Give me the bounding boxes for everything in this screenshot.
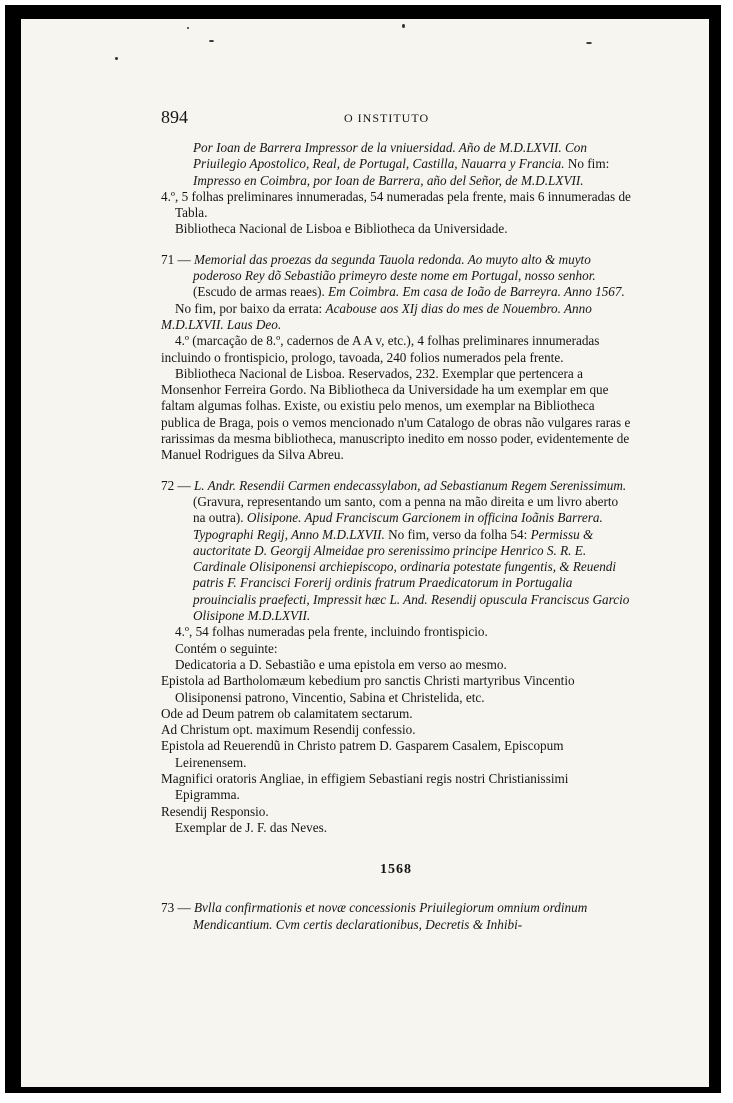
contents-item: Epistola ad Reuerendũ in Christo patrem D. Gasparem Casalem, Episcopum Leirenensem. xyxy=(161,738,564,770)
contents-label: Contém o seguinte: xyxy=(175,640,278,656)
page-number: 894 xyxy=(161,107,188,127)
title-continuation: Por Ioan de Barrera Impressor de la vniuersidad. Año de M.D.LXVII. Con Priuilegio Apostolico, Real, de Portugal, Castilla, Nauarra y Francia. No fim: Impresso en Coimbra, por Ioan de Barrera, año del Señor, de M.D.LXVII. xyxy=(193,140,610,188)
holding-location: Bibliotheca Nacional de Lisboa e Bibliotheca da Universidade. xyxy=(175,221,508,237)
contents-item: Dedicatoria a D. Sebastião e uma epistola em verso ao mesmo. xyxy=(175,656,507,672)
exemplar-note: Exemplar de J. F. das Neves. xyxy=(175,819,328,835)
running-title: O INSTITUTO xyxy=(344,111,430,125)
year-heading: 1568 xyxy=(380,862,412,878)
book-page xyxy=(21,19,709,1087)
ink-speck xyxy=(115,57,118,60)
entry-73 xyxy=(161,900,631,933)
ink-speck xyxy=(187,27,189,29)
page-body xyxy=(161,140,631,933)
physical-description: 4.º, 54 folhas numeradas pela frente, incluindo frontispicio. xyxy=(175,624,488,640)
contents-item: Resendij Responsio. xyxy=(161,803,269,819)
physical-description: 4.º (marcação de 8.º, cadernos de A A v, etc.), 4 folhas preliminares innumeradas incluindo o frontispicio, prologo, tavoada, 240 folios numerados pela frente. xyxy=(161,333,600,365)
errata-note: No fim, por baixo da errata: Acabouse aos XIj dias do mes de Nouembro. Anno M.D.LXVII. Laus Deo. xyxy=(161,300,592,332)
physical-description: 4.º, 5 folhas preliminares innumeradas, 54 numeradas pela frente, mais 6 innumeradas de Tabla. xyxy=(161,188,631,221)
entry-continuation xyxy=(161,140,631,238)
contents-item: Epistola ad Bartholomæum kebedium pro sanctis Christi martyribus Vincentio Olisiponensi patrono, Vincentio, Sabina et Christelida, etc. xyxy=(161,673,575,705)
ink-speck xyxy=(586,42,592,44)
ink-speck xyxy=(402,24,405,28)
entry-72 xyxy=(161,478,631,837)
entry-title: 71 — Memorial das proezas da segunda Tauola redonda. Ao muyto alto & muyto poderoso Rey dõ Sebastião primeyro deste nome em Portugal, nosso senhor. (Escudo de armas reaes). Em Coimbra. Em casa de Ioão de Barreyra. Anno 1567. xyxy=(161,251,625,300)
ink-speck xyxy=(209,40,214,42)
scan-frame xyxy=(5,5,721,1093)
contents-item: Ad Christum opt. maximum Resendij confessio. xyxy=(161,722,416,738)
page-header xyxy=(21,107,709,131)
holding-location: Bibliotheca Nacional de Lisboa. Reservados, 232. Exemplar que pertencera a Monsenhor Ferreira Gordo. Na Bibliotheca da Universidade ha um exemplar em que faltam algumas folhas. Existe, ou existiu pelo menos, um exemplar na Bibliotheca publica de Braga, pois o vemos mencionado n'um Catalogo de obras não vulgares raras e rarissimas da mesma bibliotheca, manuscripto inedito em nosso poder, evidentemente de Manuel Rodrigues da Silva Abreu. xyxy=(161,365,631,463)
entry-71 xyxy=(161,252,631,464)
contents-item: Ode ad Deum patrem ob calamitatem sectarum. xyxy=(161,705,413,721)
entry-title: 72 — L. Andr. Resendii Carmen endecassylabon, ad Sebastianum Regem Serenissimum. (Gravura, representando um santo, com a penna na mão direita e um livro aberto na outra). Olisipone. Apud Franciscum Garcionem in officina Ioãnis Barrera. Typographi Regij, Anno M.D.LXVII. No fim, verso da folha 54: Permissu & auctoritate D. Georgij Almeidae pro serenissimo principe Henrico S. R. E. Cardinale Olisiponensi archiepiscopo, ordinaria potestate fungentis, & Reuendi patris F. Francisci Forerij ordinis fratrum Praedicatorum in Portugalia prouincialis praefecti, Impressit hæc L. And. Resendij opuscula Franciscus Garcio Olisipone M.D.LXVII. xyxy=(161,477,630,624)
contents-item: Magnifici oratoris Angliae, in effigiem Sebastiani regis nostri Christianissimi Epigramma. xyxy=(161,770,569,803)
entry-title: 73 — Bvlla confirmationis et novæ concessionis Priuilegiorum omnium ordinum Mendicantium. Cvm certis declarationibus, Decretis & Inhibi- xyxy=(161,900,588,932)
